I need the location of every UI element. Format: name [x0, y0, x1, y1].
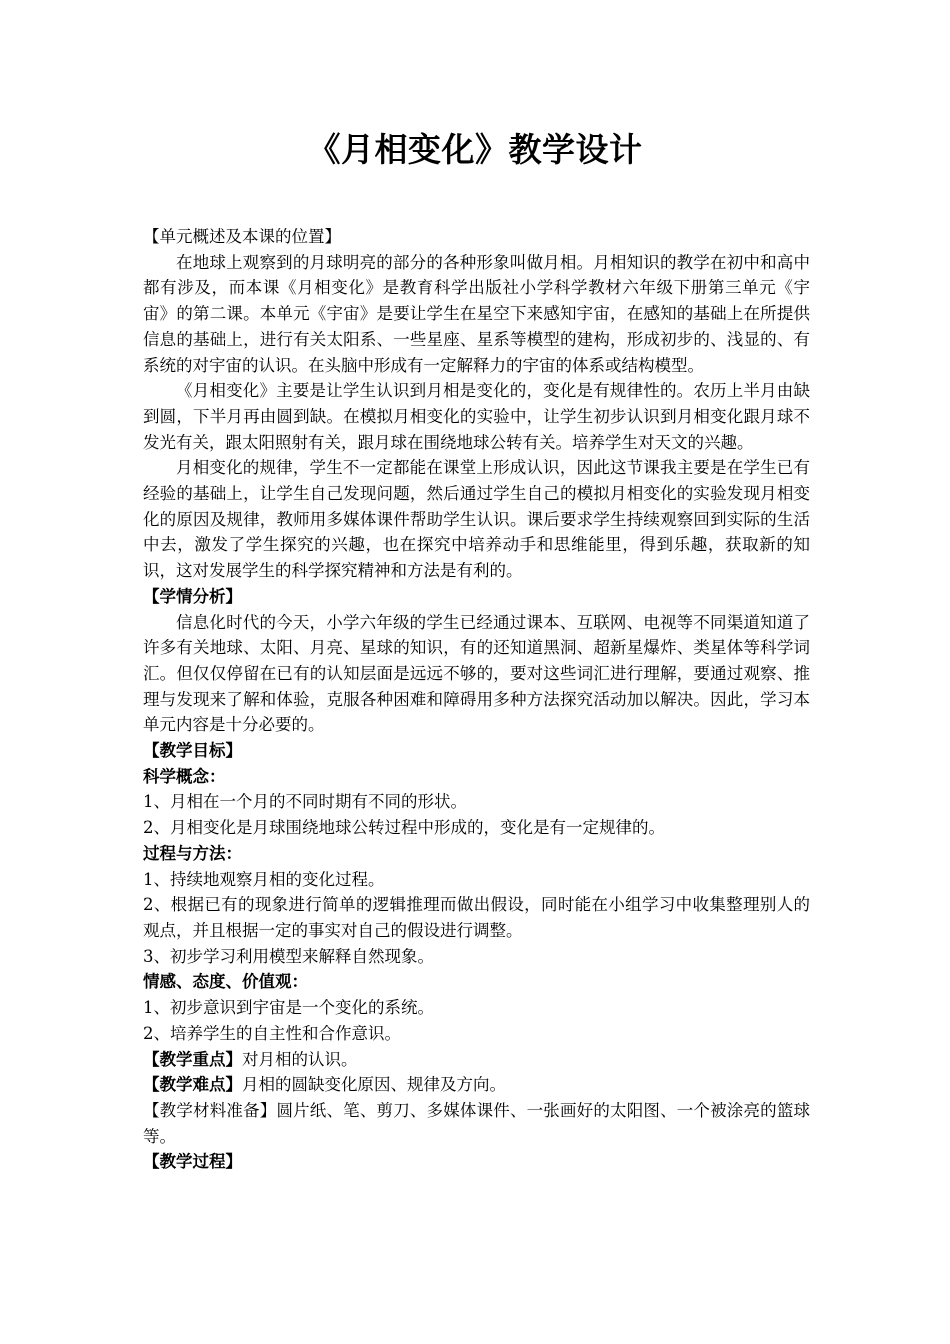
section-heading-unit-overview: 【单元概述及本课的位置】	[143, 227, 341, 246]
list-item: 1、月相在一个月的不同时期有不同的形状。	[143, 792, 467, 812]
paragraph: 《月相变化》主要是让学生认识到月相是变化的，变化是有规律性的。农历上半月由缺到圆，下半月再由圆到缺。在模拟月相变化的实验中，让学生初步认识到月相变化跟月球不发光有关，跟太阳照射有关，跟月球在围绕地球公转有关。培养学生对天文的兴趣。	[143, 381, 810, 452]
list-item: 2、月相变化是月球围绕地球公转过程中形成的，变化是有一定规律的。	[143, 818, 665, 838]
subheading-attitude: 情感、态度、价值观：	[143, 972, 308, 992]
section-heading-objectives: 【教学目标】	[143, 741, 242, 761]
paragraph: 月相变化的规律，学生不一定都能在课堂上形成认识，因此这节课我主要是在学生已有经验的基础上，让学生自己发现问题，然后通过学生自己的模拟月相变化的实验发现月相变化的原因及规律，教师用多媒体课件帮助学生认识。课后要求学生持续观察回到实际的生活中去，激发了学生探究的兴趣，也在探究中培养动手和思维能里，得到乐趣，获取新的知识，这对发展学生的科学探究精神和方法是有利的。	[143, 458, 810, 581]
key-point-label: 【教学重点】	[143, 1049, 242, 1069]
document-title: 《月相变化》教学设计	[307, 130, 643, 169]
materials-label: 【教学材料准备】	[143, 1100, 277, 1120]
difficulty-text: 月相的圆缺变化原因、规律及方向。	[242, 1075, 506, 1095]
list-item: 1、初步意识到宇宙是一个变化的系统。	[143, 998, 434, 1018]
materials-text: 圆片纸、笔、剪刀、多媒体课件、一张画好的太阳图、一个被涂亮的篮球等。	[143, 1100, 811, 1146]
difficulty-line	[143, 1072, 810, 1098]
document-body	[143, 224, 810, 1175]
difficulty-label: 【教学难点】	[143, 1075, 242, 1095]
materials-line	[143, 1098, 810, 1149]
section-heading-learner-analysis: 【学情分析】	[143, 586, 242, 606]
section-heading-process: 【教学过程】	[143, 1152, 242, 1172]
subheading-process: 过程与方法：	[143, 843, 242, 863]
key-point-line	[143, 1047, 810, 1073]
list-item: 1、持续地观察月相的变化过程。	[143, 869, 385, 889]
list-item: 2、培养学生的自主性和合作意识。	[143, 1023, 401, 1043]
paragraph: 在地球上观察到的月球明亮的部分的各种形象叫做月相。月相知识的教学在初中和高中都有涉及，而本课《月相变化》是教育科学出版社小学科学教材六年级下册第三单元《宇宙》的第二课。本单元《宇宙》是要让学生在星空下来感知宇宙，在感知的基础上在所提供信息的基础上，进行有关太阳系、一些星座、星系等模型的建构，形成初步的、浅显的、有系统的对宇宙的认识。在头脑中形成有一定解释力的宇宙的体系或结构模型。	[143, 252, 810, 375]
subheading-concepts: 科学概念：	[143, 766, 226, 786]
key-point-text: 对月相的认识。	[242, 1049, 358, 1069]
list-item: 2、根据已有的现象进行简单的逻辑推理而做出假设，同时能在小组学习中收集整理别人的观点，并且根据一定的事实对自己的假设进行调整。	[143, 895, 810, 940]
list-item: 3、初步学习利用模型来解释自然现象。	[143, 946, 434, 966]
paragraph: 信息化时代的今天，小学六年级的学生已经通过课本、互联网、电视等不同渠道知道了许多有关地球、太阳、月亮、星球的知识，有的还知道黑洞、超新星爆炸、类星体等科学词汇。但仅仅停留在已有的认知层面是远远不够的，要对这些词汇进行理解，要通过观察、推理与发现来了解和体验，克服各种困难和障碍用多种方法探究活动加以解决。因此，学习本单元内容是十分必要的。	[143, 612, 810, 735]
